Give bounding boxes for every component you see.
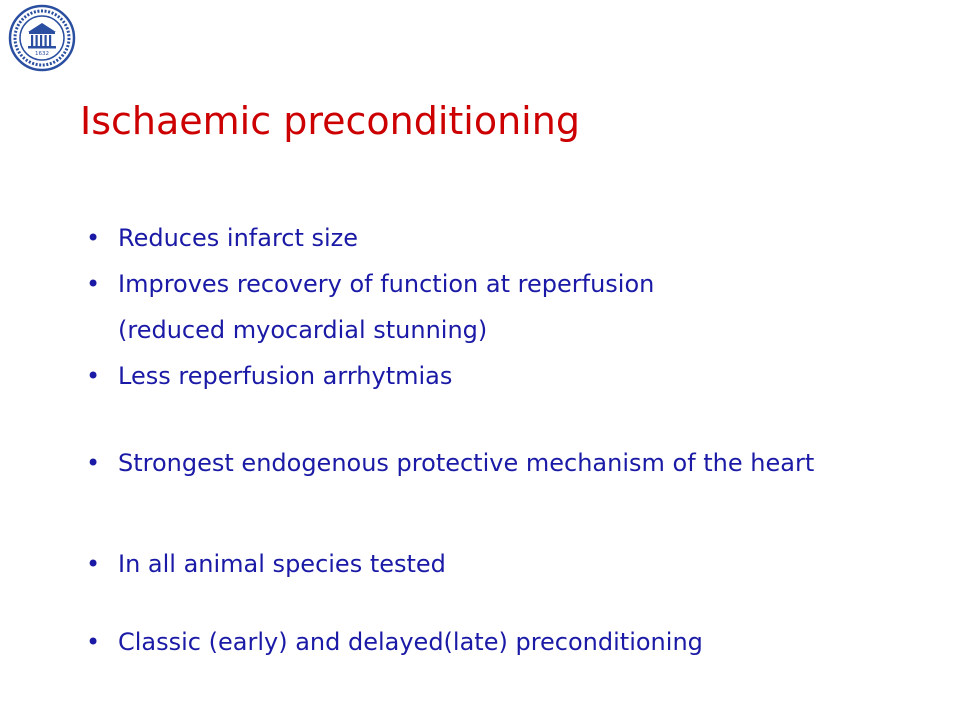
bullet-text: Strongest endogenous protective mechanism of the heart <box>118 449 815 477</box>
bullet-icon: • <box>86 362 101 390</box>
bullet-icon: • <box>86 449 101 477</box>
continuation-line <box>86 314 916 346</box>
bullet-text: In all animal species tested <box>118 550 446 578</box>
bullet-item-5 <box>86 548 916 580</box>
bullet-icon: • <box>86 550 101 578</box>
bullet-text: Less reperfusion arrhytmias <box>118 362 453 390</box>
slide-title: Ischaemic preconditioning <box>80 99 580 143</box>
bullet-icon: • <box>86 224 101 252</box>
bullet-icon: • <box>86 628 101 656</box>
bullet-text: Classic (early) and delayed(late) preconditioning <box>118 628 703 656</box>
bullet-item-4 <box>86 448 866 478</box>
university-seal-icon <box>8 4 76 72</box>
continuation-text: (reduced myocardial stunning) <box>118 316 488 344</box>
bullet-item-6 <box>86 626 916 658</box>
bullet-item-1 <box>86 222 916 254</box>
bullet-icon: • <box>86 270 101 298</box>
bullet-item-3 <box>86 360 916 392</box>
bullet-text: Improves recovery of function at reperfusion <box>118 270 655 298</box>
bullet-text: Reduces infarct size <box>118 224 359 252</box>
seal-year: 1632 <box>35 51 49 57</box>
bullet-item-2 <box>86 268 916 300</box>
